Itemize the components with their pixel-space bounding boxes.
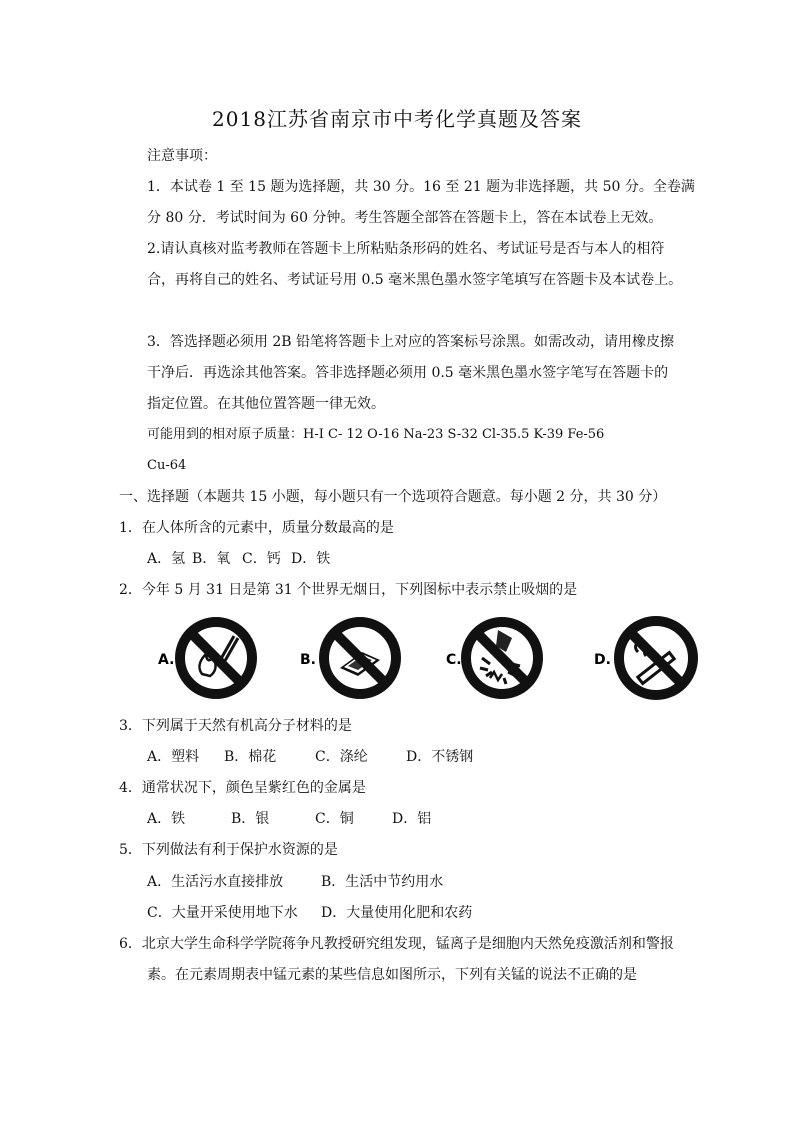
option: A．生活污水直接排放 — [147, 874, 284, 890]
option: B．棉花 — [224, 749, 277, 765]
option-label: B. — [300, 652, 316, 668]
question-stem-cont: 素。在元素周期表中锰元素的某些信息如图所示，下列有关锰的说法不正确的是 — [147, 967, 637, 983]
option: D．大量使用化肥和农药 — [321, 905, 473, 921]
option: D．铝 — [392, 811, 432, 827]
notice-line: 干净后．再选涂其他答案。答非选择题必须用 0.5 毫米黑色墨水签字笔写在答题卡的 — [147, 365, 669, 381]
option: B．银 — [231, 811, 270, 827]
option: C．钙 — [242, 551, 281, 567]
option-label: C. — [446, 652, 462, 668]
option-label: D. — [594, 652, 611, 668]
question-stem: 1．在人体所含的元素中，质量分数最高的是 — [119, 520, 394, 536]
option: A．塑料 — [147, 749, 200, 765]
option-label: A. — [158, 652, 175, 668]
option: A．氢 — [147, 551, 186, 567]
option-row — [147, 747, 473, 767]
option: B．氧 — [192, 551, 231, 567]
option-row — [147, 872, 443, 892]
question-stem: 2．今年 5 月 31 日是第 31 个世界无烟日，下列图标中表示禁止吸烟的是 — [119, 582, 578, 598]
question-stem: 5．下列做法有利于保护水资源的是 — [119, 842, 338, 858]
no-smoking-icon — [619, 621, 693, 695]
atomic-mass-line: 可能用到的相对原子质量：H-I C- 12 O-16 Na-23 S-32 Cl-35.5 K-39 Fe-56 — [147, 427, 605, 442]
notice-line: 1．本试卷 1 至 15 题为选择题，共 30 分。16 至 21 题为非选择题，共 50 分。全卷满 — [147, 179, 695, 195]
option-c-sign — [446, 612, 576, 704]
no-fireworks-icon — [466, 622, 538, 694]
option: C．涤纶 — [315, 749, 368, 765]
atomic-mass-cont: Cu-64 — [147, 458, 187, 473]
no-matches-icon — [324, 622, 396, 694]
option: C．大量开采使用地下水 — [147, 905, 298, 921]
option: C．铜 — [315, 811, 354, 827]
question-stem: 4．通常状况下，颜色呈紫红色的金属是 — [119, 780, 366, 796]
option: D．铁 — [291, 551, 331, 567]
section-heading: 一、选择题（本题共 15 小题，每小题只有一个选项符合题意。每小题 2 分，共 30 分） — [119, 489, 667, 505]
notice-line: 指定位置。在其他位置答题一律无效。 — [147, 396, 385, 412]
option-row — [147, 549, 330, 569]
option: B．生活中节约用水 — [321, 874, 444, 890]
option-row — [147, 903, 472, 923]
question-stem: 3．下列属于天然有机高分子材料的是 — [119, 718, 352, 734]
option: A．铁 — [147, 811, 186, 827]
notice-line: 合，再将自己的姓名、考试证号用 0.5 毫米黑色墨水签字笔填写在答题卡及本试卷上。 — [147, 272, 683, 288]
notice-line: 分 80 分．考试时间为 60 分钟。考生答题全部答在答题卡上，答在本试卷上无效。 — [147, 210, 663, 226]
notice-line: 2.请认真核对监考教师在答题卡上所粘贴条形码的姓名、考试证号是否与本人的相符 — [147, 241, 665, 257]
option-b-sign — [300, 612, 430, 704]
no-open-flame-icon — [180, 622, 252, 694]
question-stem: 6．北京大学生命科学学院蒋争凡教授研究组发现，锰离子是细胞内天然免疫激活剂和警报 — [119, 936, 674, 952]
option: D．不锈钢 — [406, 749, 474, 765]
option-a-sign — [158, 612, 288, 704]
option-d-sign — [594, 612, 724, 704]
option-row — [147, 809, 431, 829]
page-title: 2018江苏省南京市中考化学真题及答案 — [212, 107, 582, 131]
notice-heading: 注意事项： — [147, 148, 217, 164]
notice-line: 3．答选择题必须用 2B 铅笔将答题卡上对应的答案标号涂黑。如需改动，请用橡皮擦 — [147, 334, 675, 350]
